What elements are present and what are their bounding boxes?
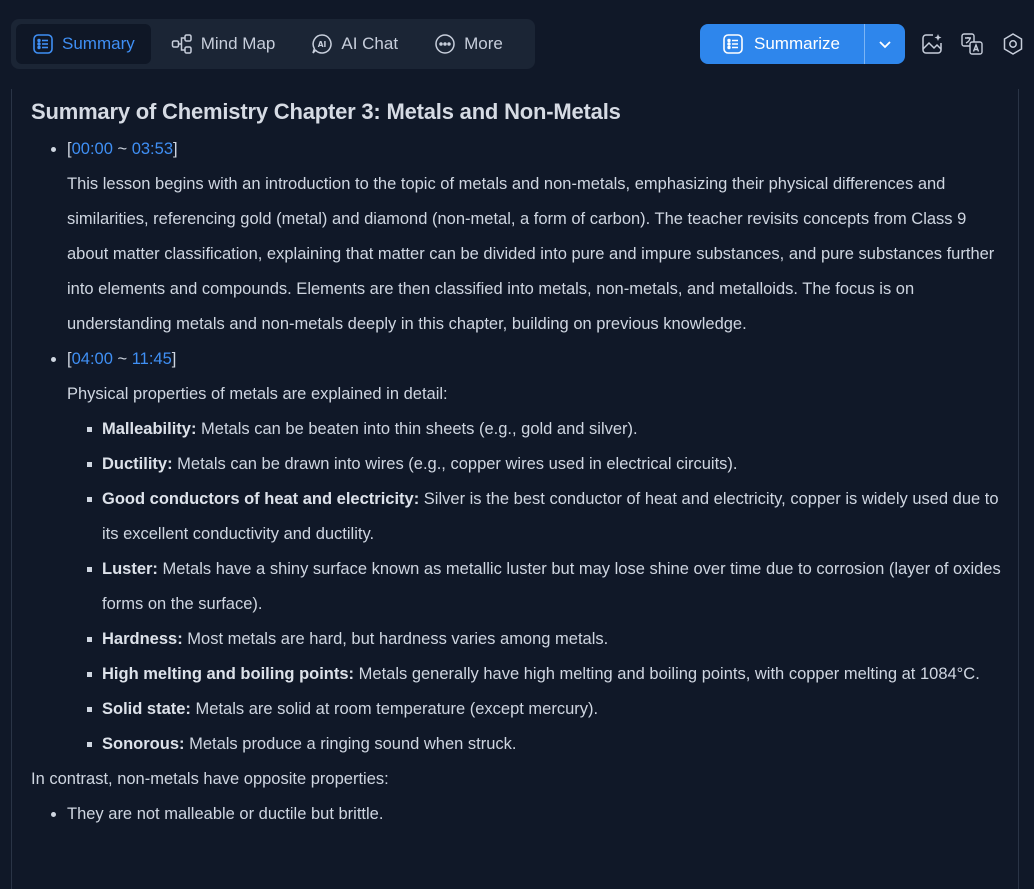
section-list [31, 132, 1006, 762]
list-item [67, 482, 1006, 552]
list-item: They are not malleable or ductile but brittle. [31, 797, 1006, 832]
property-desc: Metals generally have high melting and boiling points, with copper melting at 1084°C. [354, 665, 980, 683]
tab-label: AI Chat [341, 34, 399, 53]
tab-mind-map[interactable] [155, 24, 292, 64]
property-term: Luster: [102, 560, 158, 578]
contrast-text: In contrast, non-metals have opposite properties: [31, 770, 389, 788]
section-item [31, 342, 1006, 762]
summary-title: Summary of Chemistry Chapter 3: Metals and Non-Metals [31, 99, 621, 124]
list-icon [32, 33, 54, 55]
chevron-down-icon [877, 36, 893, 52]
property-term: Sonorous: [102, 735, 185, 753]
property-desc: Silver is the best conductor of heat and electricity, copper is widely used due to its excellent conductivity and ductility. [102, 490, 999, 543]
timestamp-range: [04:00 ~ 11:45] [67, 350, 177, 368]
list-item [67, 692, 1006, 727]
timestamp-start-link[interactable]: 04:00 [71, 350, 113, 368]
property-desc: Most metals are hard, but hardness varies among metals. [182, 630, 609, 648]
svg-text:AI: AI [318, 40, 327, 49]
section-item [31, 132, 1006, 342]
list-item [67, 657, 1006, 692]
section-text: Physical properties of metals are explained in detail: [67, 385, 448, 403]
tab-bar [11, 19, 535, 69]
property-list [67, 412, 1006, 762]
list-item [67, 622, 1006, 657]
property-desc: Metals can be beaten into thin sheets (e.g., gold and silver). [196, 420, 638, 438]
summarize-split-button [700, 24, 905, 64]
section-text: This lesson begins with an introduction to the topic of metals and non-metals, emphasizing their physical differences and similarities, referencing gold (metal) and diamond (non-metal, a form of carbon). The teacher revisits concepts from Class 9 about matter classification, explaining that matter can be divided into pure and impure substances, and pure substances further into elements and compounds. Elements are then classified into metals, non-metals, and metalloids. The focus is on understanding metals and non-metals deeply in this chapter, building on previous knowledge. [67, 175, 995, 333]
list-item [67, 727, 1006, 762]
property-desc: Metals produce a ringing sound when struck. [184, 735, 517, 753]
tab-label: More [464, 34, 503, 53]
property-term: Malleability: [102, 420, 197, 438]
more-icon [434, 33, 456, 55]
ai-chat-icon [311, 33, 333, 55]
tab-ai-chat[interactable] [295, 24, 414, 64]
list-icon [722, 33, 744, 55]
timestamp-range: [00:00 ~ 03:53] [67, 140, 178, 158]
property-desc: Metals can be drawn into wires (e.g., copper wires used in electrical circuits). [172, 455, 738, 473]
tab-more[interactable] [418, 24, 519, 64]
list-item [67, 412, 1006, 447]
list-item [67, 447, 1006, 482]
property-term: Solid state: [102, 700, 191, 718]
summarize-label: Summarize [754, 34, 840, 53]
property-term: Hardness: [102, 630, 183, 648]
summary-content [31, 96, 1006, 832]
settings-icon[interactable] [1001, 32, 1025, 56]
property-term: Ductility: [102, 455, 173, 473]
tab-label: Summary [62, 34, 135, 53]
translate-icon[interactable] [960, 32, 984, 56]
property-desc: Metals have a shiny surface known as metallic luster but may lose shine over time due to corrosion (layer of oxides forms on the surface). [102, 560, 1001, 613]
timestamp-start-link[interactable]: 00:00 [71, 140, 113, 158]
property-desc: Metals are solid at room temperature (except mercury). [190, 700, 599, 718]
summarize-dropdown-button[interactable] [864, 24, 905, 64]
tab-summary[interactable] [16, 24, 151, 64]
tab-label: Mind Map [200, 34, 276, 53]
mind-map-icon [171, 33, 193, 55]
contrast-list [31, 797, 1006, 832]
property-term: Good conductors of heat and electricity: [102, 490, 420, 508]
ai-image-edit-icon[interactable] [920, 32, 944, 56]
timestamp-end-link[interactable]: 03:53 [131, 140, 173, 158]
property-term: High melting and boiling points: [102, 665, 355, 683]
list-item [67, 552, 1006, 622]
timestamp-end-link[interactable]: 11:45 [131, 350, 172, 368]
summarize-button[interactable] [700, 24, 864, 64]
